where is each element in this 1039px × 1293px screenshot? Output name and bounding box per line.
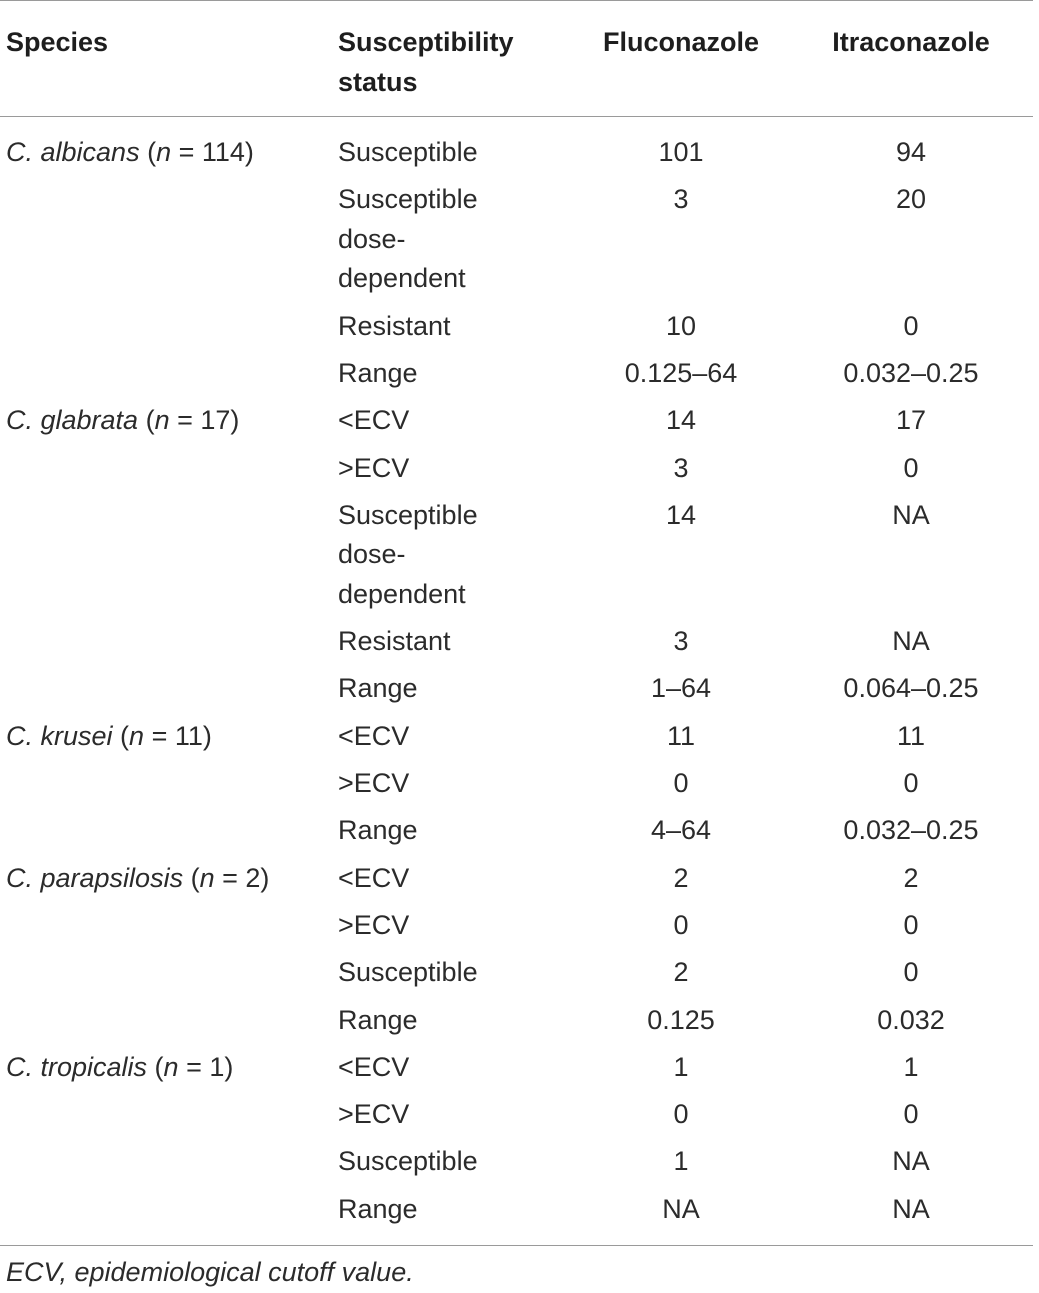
species-name: C. tropicalis (n = 1)	[6, 1051, 234, 1082]
status-cell	[338, 496, 538, 615]
status-cell: >ECV	[338, 909, 410, 940]
fluconazole-value: 0	[673, 909, 689, 940]
fluconazole-value: 1	[673, 1051, 689, 1082]
status-cell: Susceptible	[338, 1146, 478, 1177]
status-cell: Range	[338, 1004, 418, 1035]
status-cell: Range	[338, 673, 418, 704]
species-name: C. krusei (n = 11)	[6, 720, 212, 751]
species-n-label: n	[154, 405, 170, 436]
species-name: C. glabrata (n = 17)	[6, 405, 240, 436]
status-cell: Resistant	[338, 310, 451, 341]
status-cell: <ECV	[338, 405, 410, 436]
status-line: dependent	[338, 578, 466, 609]
fluconazole-value: 0	[673, 768, 689, 798]
header-species: Species	[6, 27, 109, 57]
itraconazole-value: 0	[903, 452, 919, 483]
itraconazole-value: 0	[903, 957, 919, 988]
species-n-label: n	[163, 1051, 179, 1082]
itraconazole-value: NA	[892, 1193, 930, 1224]
itraconazole-value: 11	[896, 720, 926, 751]
species-genus: C. tropicalis	[6, 1051, 148, 1082]
itraconazole-value: 17	[895, 405, 927, 436]
status-cell	[338, 180, 538, 299]
status-cell: <ECV	[338, 720, 410, 751]
itraconazole-value: 0.064–0.25	[843, 673, 979, 704]
fluconazole-value: 3	[673, 184, 689, 215]
itraconazole-value: NA	[892, 499, 930, 530]
itraconazole-value: 0.032–0.25	[843, 357, 979, 388]
itraconazole-value: 2	[903, 862, 919, 893]
itraconazole-value: NA	[892, 1146, 930, 1177]
itraconazole-value: NA	[892, 626, 930, 657]
table-footnote: ECV, epidemiological cutoff value.	[6, 1257, 414, 1287]
itraconazole-value: 0.032–0.25	[843, 815, 979, 846]
header-susceptibility-status: Susceptibility status	[338, 27, 514, 97]
status-line: dose-	[338, 539, 406, 570]
fluconazole-value: 3	[673, 626, 689, 657]
fluconazole-value: 0	[673, 1099, 689, 1130]
species-genus: C. parapsilosis	[6, 862, 184, 893]
status-cell: Susceptible	[338, 137, 478, 167]
itraconazole-value: 20	[895, 184, 927, 215]
status-cell: Range	[338, 1193, 418, 1224]
fluconazole-value: 1–64	[650, 673, 712, 704]
itraconazole-value: 94	[895, 137, 927, 167]
fluconazole-value: 14	[665, 405, 697, 436]
itraconazole-value: 0	[903, 310, 919, 341]
status-cell: <ECV	[338, 1051, 410, 1082]
status-line: dose-	[338, 223, 406, 254]
status-line: Susceptible	[338, 184, 478, 215]
fluconazole-value: 11	[666, 720, 696, 751]
fluconazole-value: 4–64	[650, 815, 712, 846]
status-cell: >ECV	[338, 452, 410, 483]
status-cell: Range	[338, 815, 418, 846]
fluconazole-value: 14	[665, 499, 697, 530]
status-cell: Susceptible	[338, 957, 478, 988]
fluconazole-value: 101	[658, 137, 704, 167]
status-cell: >ECV	[338, 1099, 410, 1130]
status-cell: <ECV	[338, 862, 410, 893]
status-cell: Resistant	[338, 626, 451, 657]
itraconazole-value: 0	[903, 768, 919, 798]
species-name: C. parapsilosis (n = 2)	[6, 862, 270, 893]
fluconazole-value: 2	[673, 957, 689, 988]
itraconazole-value: 0	[903, 909, 919, 940]
species-name: C. albicans (n = 114)	[6, 137, 254, 167]
species-n-label: n	[199, 862, 215, 893]
itraconazole-value: 0	[903, 1099, 919, 1130]
header-fluconazole: Fluconazole	[602, 27, 760, 57]
status-cell: >ECV	[338, 768, 410, 798]
species-n-label: n	[156, 137, 172, 167]
species-genus: C. glabrata	[6, 405, 139, 436]
fluconazole-value: 10	[665, 310, 697, 341]
table-bottom-rule	[0, 1245, 1033, 1246]
status-line: dependent	[338, 263, 466, 294]
fluconazole-value: 0.125–64	[624, 357, 738, 388]
fluconazole-value: 1	[673, 1146, 689, 1177]
fluconazole-value: NA	[662, 1193, 700, 1224]
species-genus: C. krusei	[6, 720, 113, 751]
itraconazole-value: 1	[903, 1051, 919, 1082]
itraconazole-value: 0.032	[877, 1004, 945, 1035]
fluconazole-value: 0.125	[647, 1004, 715, 1035]
fluconazole-value: 3	[673, 452, 689, 483]
species-genus: C. albicans	[6, 137, 140, 167]
header-itraconazole: Itraconazole	[832, 27, 990, 57]
fluconazole-value: 2	[673, 862, 689, 893]
species-n-label: n	[129, 720, 145, 751]
status-line: Susceptible	[338, 499, 478, 530]
status-cell: Range	[338, 357, 418, 388]
